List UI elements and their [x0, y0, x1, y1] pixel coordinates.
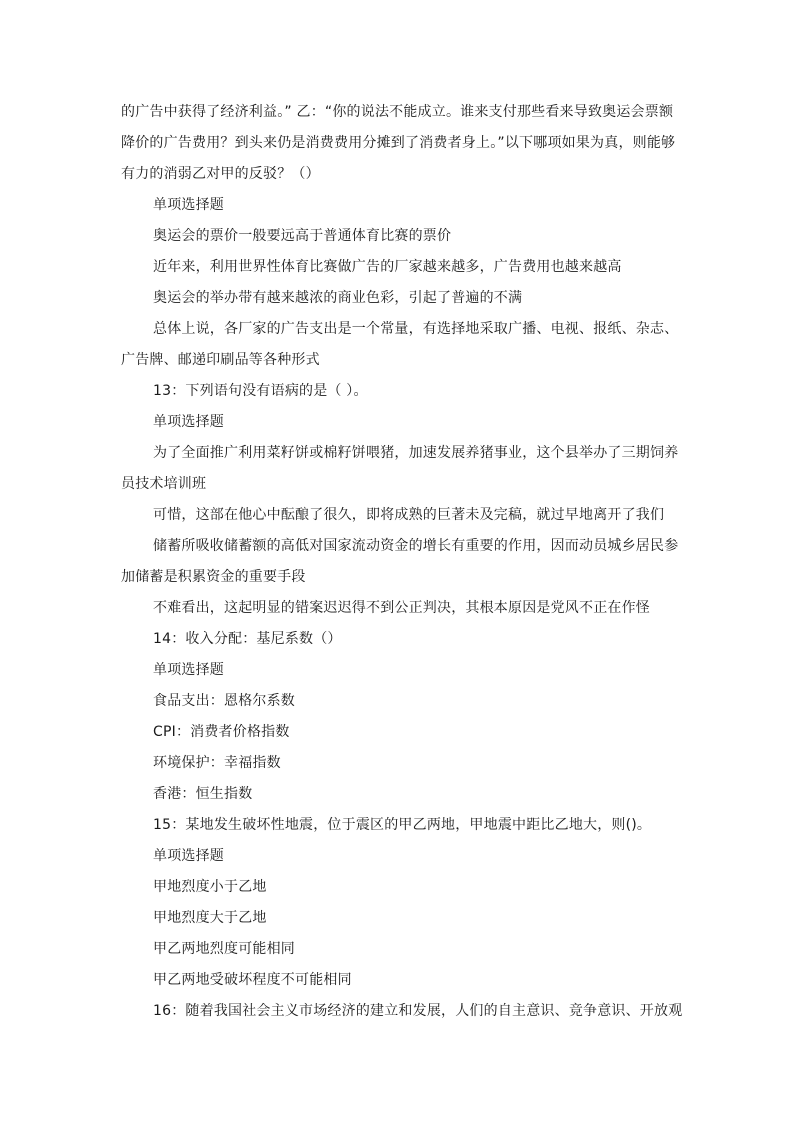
text-line: 降价的广告费用？到头来仍是消费费用分摊到了消费者身上。”以下哪项如果为真，则能够	[121, 135, 676, 151]
answer-option: 香港：恒生指数	[153, 786, 253, 802]
answer-option: 甲地烈度小于乙地	[153, 879, 267, 895]
answer-option: 甲乙两地烈度可能相同	[153, 941, 295, 957]
text-line: 有力的消弱乙对甲的反驳？（）	[121, 166, 320, 182]
answer-option-continued: 员技术培训班	[121, 476, 207, 492]
answer-option: 奥运会的举办带有越来越浓的商业色彩，引起了普遍的不满	[153, 290, 523, 306]
question-stem: 15：某地发生破坏性地震，位于震区的甲乙两地，甲地震中距比乙地大，则()。	[153, 817, 652, 833]
answer-option-continued: 加储蓄是积累资金的重要手段	[121, 569, 306, 585]
answer-option-continued: 广告牌、邮递印刷品等各种形式	[121, 352, 320, 368]
answer-option: 环境保护：幸福指数	[153, 755, 281, 771]
answer-option: 奥运会的票价一般要远高于普通体育比赛的票价	[153, 228, 452, 244]
answer-option: 可惜，这部在他心中酝酿了很久，即将成熟的巨著未及完稿，就过早地离开了我们	[153, 507, 665, 523]
answer-option: CPI：消费者价格指数	[153, 724, 290, 740]
answer-option: 不难看出，这起明显的错案迟迟得不到公正判决，其根本原因是党风不正在作怪	[153, 600, 650, 616]
answer-option: 食品支出：恩格尔系数	[153, 693, 295, 709]
question-stem: 13：下列语句没有语病的是（ ）。	[153, 383, 368, 399]
text-line: 的广告中获得了经济利益。” 乙：“你的说法不能成立。谁来支付那些看来导致奥运会票额	[121, 104, 674, 120]
answer-option: 为了全面推广利用菜籽饼或棉籽饼喂猪，加速发展养猪事业，这个县举办了三期饲养	[153, 445, 679, 461]
answer-option: 储蓄所吸收储蓄额的高低对国家流动资金的增长有重要的作用，因而动员城乡居民参	[153, 538, 679, 554]
question-type-label: 单项选择题	[153, 848, 224, 864]
question-type-label: 单项选择题	[153, 414, 224, 430]
answer-option: 总体上说，各厂家的广告支出是一个常量，有选择地采取广播、电视、报纸、杂志、	[153, 321, 679, 337]
answer-option: 甲地烈度大于乙地	[153, 910, 267, 926]
question-type-label: 单项选择题	[153, 662, 224, 678]
answer-option: 近年来，利用世界性体育比赛做广告的厂家越来越多，广告费用也越来越高	[153, 259, 622, 275]
answer-option: 甲乙两地受破坏程度不可能相同	[153, 972, 352, 988]
question-stem: 14：收入分配：基尼系数（）	[153, 631, 342, 647]
question-type-label: 单项选择题	[153, 197, 224, 213]
question-stem: 16：随着我国社会主义市场经济的建立和发展，人们的自主意识、竞争意识、开放观	[153, 1003, 683, 1019]
